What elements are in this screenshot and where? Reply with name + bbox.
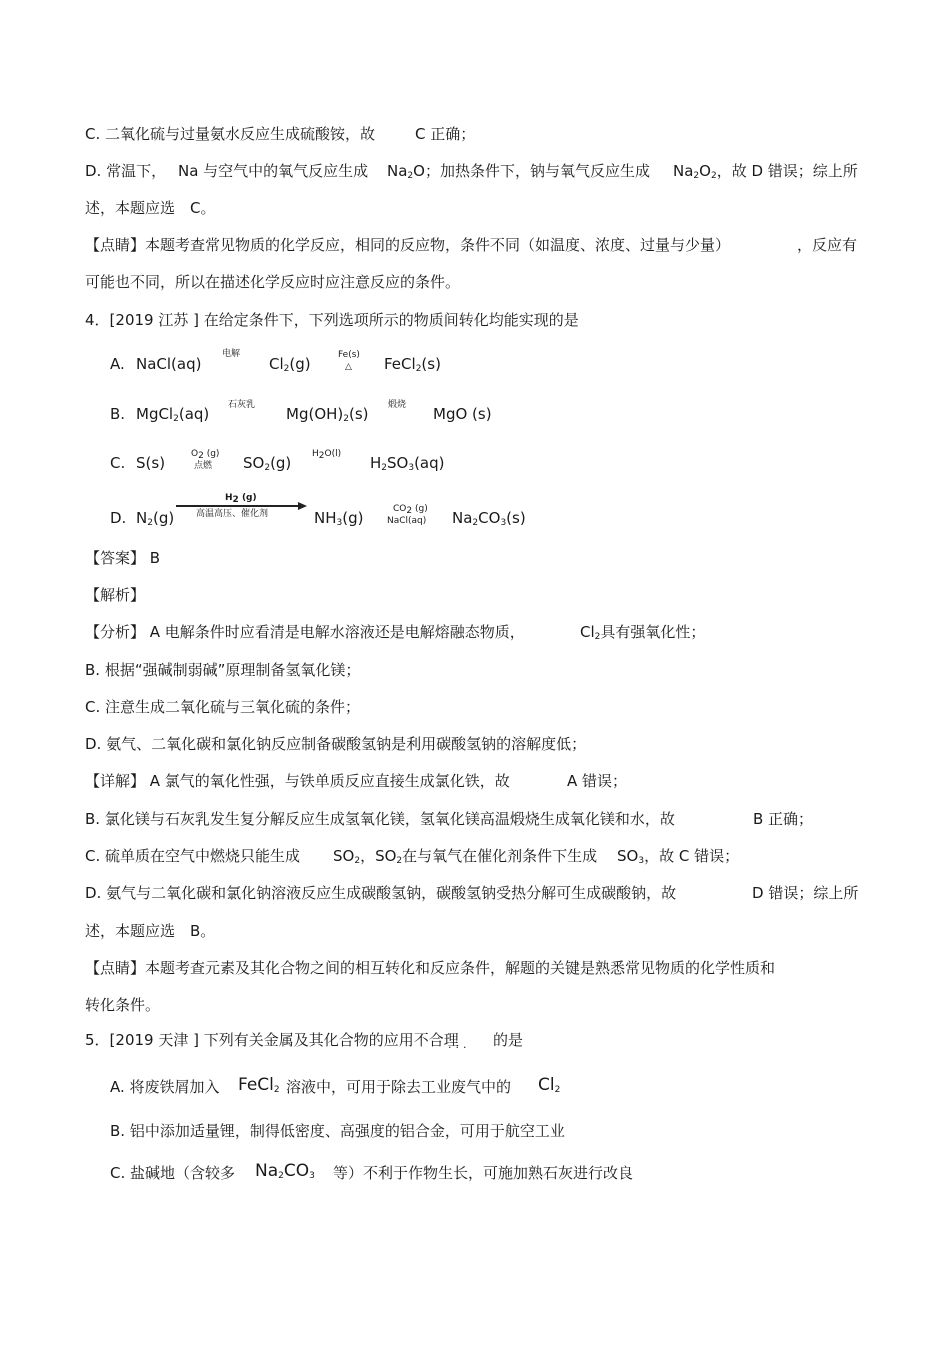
text-line: D. 氨气与二氧化碳和氯化钠溶液反应生成碳酸氢钠，碳酸氢钠受热分解可生成碳酸钠，故 D 错误；综上所 <box>85 884 859 902</box>
text-line: D. 氨气、二氧化碳和氯化钠反应制备碳酸氢钠是利用碳酸氢钠的溶解度低； <box>85 735 587 753</box>
text-line: B. 根据“强碱制弱碱”原理制备氢氧化镁； <box>85 661 361 679</box>
option-4-b: B. MgCl$_2$(aq) 石灰乳 $Mg(OH)_2(s)$ 煅烧 MgO (s) <box>110 400 492 424</box>
option-4-c: C. S(s) $O_2$ (g) 点燃 $SO_2(g)$ $H_2O(l)$ $H_2SO_3(aq)$ <box>110 449 445 473</box>
text-line: 可能也不同，所以在描述化学反应时应注意反应的条件。 <box>85 273 461 291</box>
text-line: 【详解】 A 氯气的氧化性强，与铁单质反应直接生成氯化铁，故 A 错误； <box>85 772 628 790</box>
reaction-arrow <box>176 505 300 507</box>
option-4-d: D. $N_2(g)$ $H_2$ (g) 高温高压、催化剂 $NH_3(g)$ $CO_2$ (g) NaCl(aq) $Na_2CO_3(s)$ <box>110 493 526 528</box>
text-line: B. 氯化镁与石灰乳发生复分解反应生成氢氧化镁，氢氧化镁高温煅烧生成氧化镁和水，故 B 正确； <box>85 810 814 828</box>
option-5-a: A. 将废铁屑加入 FeCl$_2$ 溶液中，可用于除去工业废气中的 $Cl_2$ <box>110 1075 561 1096</box>
text-line: 【点睛】本题考查元素及其化合物之间的相互转化和反应条件，解题的关键是熟悉常见物质的化学性质和 <box>85 959 776 977</box>
text-line: C. 二氧化硫与过量氨水反应生成硫酸铵，故 C 正确； <box>85 125 476 143</box>
question-4-stem: 4．[2019 江苏 ] 在给定条件下，下列选项所示的物质间转化均能实现的是 <box>85 311 579 329</box>
option-4-a: A. NaCl(aq) 电解 $Cl_2(g)$ Fe(s) △ FeCl$_2$(s) <box>110 349 441 374</box>
answer-line: 【答案】 B <box>85 549 161 567</box>
text-line: D. 常温下， Na 与空气中的氧气反应生成 $Na_2O$；加热条件下，钠与氧气反应生成 $Na_2O_2$，故 D 错误；综上所 <box>85 162 858 181</box>
option-5-b: B. 铝中添加适量锂，制得低密度、高强度的铝合金，可用于航空工业 <box>110 1122 565 1140</box>
question-5-stem: 5．[2019 天津 ] 下列有关金属及其化合物的应用不合理 ··· 的是 <box>85 1030 585 1050</box>
text-line: 转化条件。 <box>85 996 161 1014</box>
text-line: 述，本题应选 B。 <box>85 922 216 940</box>
text-line: C. 硫单质在空气中燃烧只能生成 $SO_2$，$SO_2$在与氧气在催化剂条件下生成 $SO_3$，故 C 错误； <box>85 847 740 866</box>
option-5-c: C. 盐碱地（含较多 $Na_2CO_3$ 等）不利于作物生长，可施加熟石灰进行改良 <box>110 1161 634 1182</box>
emphasis-dots: ··· <box>448 1041 471 1054</box>
text-line: 述，本题应选 C。 <box>85 199 216 217</box>
arrow-head-icon <box>298 502 307 510</box>
analysis-heading: 【解析】 <box>85 586 146 604</box>
text-line: C. 注意生成二氧化硫与三氧化硫的条件； <box>85 698 361 716</box>
text-line: 【分析】 A 电解条件时应看清是电解水溶液还是电解熔融态物质， $Cl_2$具有强氧化性； <box>85 623 706 642</box>
text-line: 【点睛】本题考查常见物质的化学反应，相同的反应物，条件不同（如温度、浓度、过量与少量） ，反应有 <box>85 236 858 254</box>
